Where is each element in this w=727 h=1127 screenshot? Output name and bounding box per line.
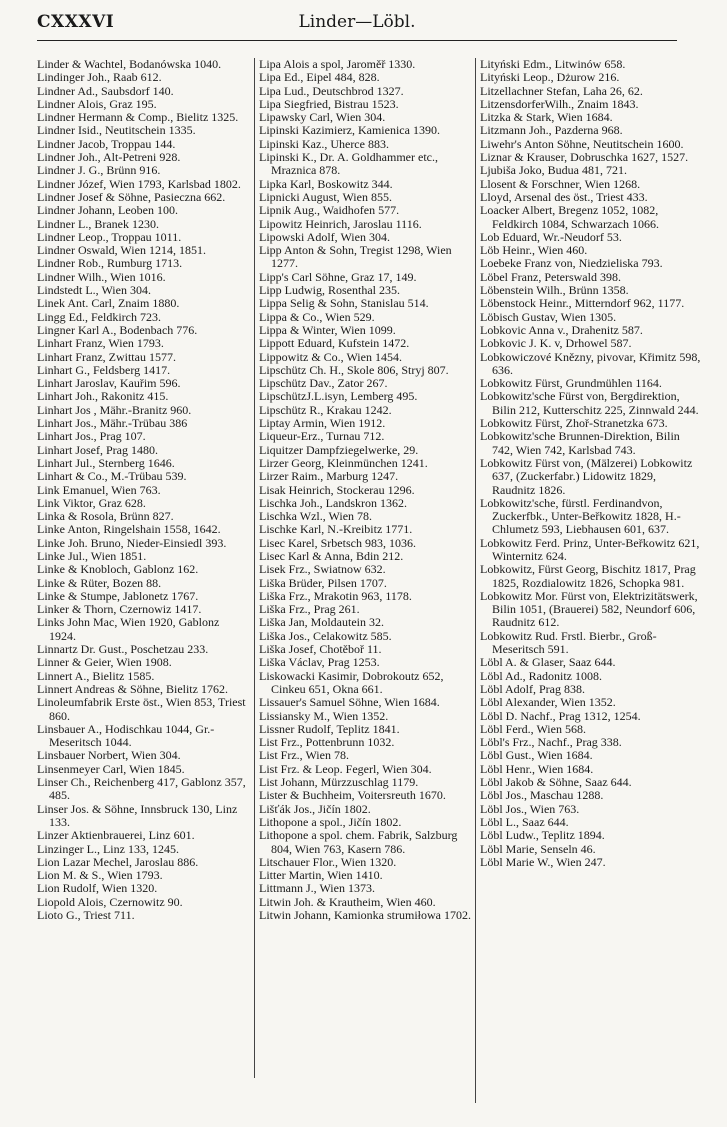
directory-entry: Lithopone a spol., Jičín 1802. (259, 814, 402, 829)
directory-entry: Liška Jos., Celakowitz 585. (259, 628, 392, 643)
directory-entry: Lister & Buchheim, Voitersreuth 1670. (259, 788, 446, 803)
directory-entry: Lissiansky M., Wien 1352. (259, 708, 389, 723)
directory-entry: List Frz., Wien 78. (259, 748, 349, 763)
directory-entry: Litzmann Joh., Pazderna 968. (480, 123, 623, 138)
directory-entry: Linhart G., Feldsberg 1417. (37, 362, 171, 377)
directory-entry: Lirzer Raim., Marburg 1247. (259, 469, 399, 484)
directory-entry: Löbl L., Saaz 644. (480, 814, 569, 829)
directory-entry: Lobkowiczové Knězny, pivovar, Křimitz 598, 636. (480, 349, 701, 377)
directory-entry: Löbenstock Heinr., Mitterndorf 962, 1177. (480, 296, 685, 311)
directory-entry: Lindner Wilh., Wien 1016. (37, 269, 166, 284)
directory-entry: Liskowacki Kasimir, Dobrokoutz 652, Cinkeu 651, Okna 661. (259, 668, 444, 696)
directory-entry: Löbl Ferd., Wien 568. (480, 721, 586, 736)
directory-entry: Löbl Ludw., Teplitz 1894. (480, 828, 605, 843)
directory-entry: Linoleumfabrik Erste öst., Wien 853, Triest 860. (37, 695, 246, 723)
directory-entry: Lindner Joh., Alt-Petreni 928. (37, 150, 181, 165)
directory-entry: Linke & Knobloch, Gablonz 162. (37, 562, 199, 577)
directory-entry: Lindner Józef, Wien 1793, Karlsbad 1802. (37, 176, 241, 191)
directory-entry: Litwin Joh. & Krautheim, Wien 460. (259, 894, 436, 909)
directory-entry: Lischka Wzl., Wien 78. (259, 509, 373, 524)
directory-entry: Littmann J., Wien 1373. (259, 881, 375, 896)
directory-entry: Lippa Selig & Sohn, Stanislau 514. (259, 296, 429, 311)
directory-entry: Linke Joh. Bruno, Nieder-Einsiedl 393. (37, 535, 227, 550)
directory-entry: Litter Martin, Wien 1410. (259, 868, 383, 883)
directory-entry: Linhart Jos., Prag 107. (37, 429, 146, 444)
directory-entry: Linhart Jos , Mähr.-Branitz 960. (37, 402, 192, 417)
directory-entry: Lipp Anton & Sohn, Tregist 1298, Wien 1277. (259, 243, 452, 271)
directory-entry: Linsenmeyer Carl, Wien 1845. (37, 761, 185, 776)
column-right (480, 58, 702, 869)
directory-entry: Lobkowitz'sche Fürst von, Bergdirektion, Bilin 212, Kutterschitz 225, Zinnwald 244. (480, 389, 699, 417)
directory-entry: Liopold Alois, Czernowitz 90. (37, 894, 183, 909)
directory-entry: Löbl D. Nachf., Prag 1312, 1254. (480, 708, 641, 723)
directory-entry: Lisek Frz., Swiatnow 632. (259, 562, 386, 577)
directory-entry: Lloyd, Arsenal des öst., Triest 433. (480, 189, 648, 204)
directory-entry: Lisec Karel, Srbetsch 983, 1036. (259, 535, 416, 550)
directory-entry: Lipnik Aug., Waidhofen 577. (259, 203, 400, 218)
directory-entry: Linhart Jul., Sternberg 1646. (37, 455, 175, 470)
column-left (37, 58, 249, 922)
directory-entry: Linser Jos. & Söhne, Innsbruck 130, Linz 133. (37, 801, 238, 829)
column-rule (475, 58, 476, 1103)
directory-entry: Lindner Josef & Söhne, Pasieczna 662. (37, 189, 226, 204)
directory-entry: Lipp's Carl Söhne, Graz 17, 149. (259, 269, 417, 284)
directory-entry: Liqueur-Erz., Turnau 712. (259, 429, 385, 444)
directory-entry: Lobkowitz Fürst, Grundmühlen 1164. (480, 376, 662, 391)
directory-entry: Lobkovic J. K. v, Drhowel 587. (480, 336, 632, 351)
directory-entry: LitzensdorferWilh., Znaim 1843. (480, 96, 639, 111)
directory-entry: Lipa Siegfried, Bistrau 1523. (259, 96, 399, 111)
directory-entry: Lobkowitz Ferd. Prinz, Unter-Beřkowitz 621, Winternitz 624. (480, 535, 700, 563)
directory-entry: Linhart Jos., Mähr.-Trübau 386 (37, 416, 188, 431)
directory-entry: List Frz., Pottenbrunn 1032. (259, 735, 395, 750)
page-header (37, 12, 677, 41)
directory-entry: Lindner Isid., Neutitschein 1335. (37, 123, 196, 138)
directory-entry: Löb Heinr., Wien 460. (480, 243, 588, 258)
directory-entry: Löbl Jakob & Söhne, Saaz 644. (480, 775, 632, 790)
directory-entry: Lithopone a spol. chem. Fabrik, Salzburg 804, Wien 763, Kasern 786. (259, 828, 458, 856)
column-rule (254, 58, 255, 1078)
directory-entry: Links John Mac, Wien 1920, Gablonz 1924. (37, 615, 220, 643)
directory-entry: Liptay Armin, Wien 1912. (259, 416, 386, 431)
directory-entry: Linnert Andreas & Söhne, Bielitz 1762. (37, 681, 228, 696)
directory-columns (37, 58, 702, 1108)
directory-entry: Ljubiša Joko, Budua 481, 721. (480, 163, 627, 178)
directory-entry: Lityński Edm., Litwinów 658. (480, 58, 626, 71)
directory-entry: Linka & Rosola, Brünn 827. (37, 509, 174, 524)
directory-entry: Lišťák Jos., Jičín 1802. (259, 801, 371, 816)
directory-entry: Löbl Marie, Senseln 46. (480, 841, 596, 856)
directory-entry: Linke Anton, Ringelshain 1558, 1642. (37, 522, 221, 537)
directory-entry: Lindinger Joh., Raab 612. (37, 70, 162, 85)
directory-entry: Lipschütz R., Krakau 1242. (259, 402, 392, 417)
directory-entry: Lipa Alois a spol, Jaroměř 1330. (259, 58, 416, 71)
directory-entry: Lipinski Kaz., Uherce 883. (259, 136, 389, 151)
directory-entry: Litwin Johann, Kamionka strumiłowa 1702. (259, 908, 471, 922)
page-number: CXXXVI (37, 12, 115, 32)
directory-entry: Liška Jan, Moldautein 32. (259, 615, 384, 630)
directory-entry: Löbl's Frz., Nachf., Prag 338. (480, 735, 622, 750)
directory-entry: Lobkowitz'sche, fürstl. Ferdinandvon, Zuckerfbk., Unter-Beřkowitz 1828, H.-Chlumetz 593, Liebhausen 601, 637. (480, 495, 681, 537)
directory-entry: Löbl Ad., Radonitz 1008. (480, 668, 602, 683)
directory-entry: Linnert A., Bielitz 1585. (37, 668, 155, 683)
directory-entry: Lob Eduard, Wr.-Neudorf 53. (480, 229, 622, 244)
directory-entry: Linker & Thorn, Czernowiz 1417. (37, 602, 202, 617)
directory-entry: Linser Ch., Reichenberg 417, Gablonz 357, 485. (37, 775, 246, 803)
directory-entry: List Johann, Mürzzuschlag 1179. (259, 775, 419, 790)
column-middle (259, 58, 472, 922)
directory-entry: Linhart Franz, Wien 1793. (37, 336, 164, 351)
directory-entry: Löbl Alexander, Wien 1352. (480, 695, 616, 710)
directory-entry: Löbenstein Wilh., Brünn 1358. (480, 283, 629, 298)
directory-entry: Löbl Gust., Wien 1684. (480, 748, 593, 763)
directory-entry: Löbl Adolf, Prag 838. (480, 681, 585, 696)
directory-entry: Lissauer's Samuel Söhne, Wien 1684. (259, 695, 440, 710)
directory-entry: Lion Lazar Mechel, Jaroslau 886. (37, 854, 199, 869)
directory-entry: Lobkowitz, Fürst Georg, Bischitz 1817, Prag 1825, Rozdialowitz 1826, Schopka 981. (480, 562, 696, 590)
directory-entry: Lobkowitz Rud. Frstl. Bierbr., Groß-Meseritsch 591. (480, 628, 657, 657)
directory-entry: Linke & Rüter, Bozen 88. (37, 575, 162, 590)
directory-entry: Lobkowitz'sche Brunnen-Direktion, Bilin 742, Wien 742, Karlsbad 743. (480, 429, 680, 457)
directory-entry: Linhart Jaroslav, Kauřim 596. (37, 376, 181, 391)
directory-entry: Lindner L., Branek 1230. (37, 216, 159, 231)
directory-entry: Linhart Joh., Rakonitz 415. (37, 389, 169, 404)
directory-entry: Lippowitz & Co., Wien 1454. (259, 349, 402, 364)
directory-entry: Lipowski Adolf, Wien 304. (259, 229, 390, 244)
directory-entry: Liwehr's Anton Söhne, Neutitschein 1600. (480, 136, 684, 151)
directory-entry: Lindner Johann, Leoben 100. (37, 203, 178, 218)
directory-entry: Lipschütz Ch. H., Skole 806, Stryj 807. (259, 362, 449, 377)
directory-entry: Lion Rudolf, Wien 1320. (37, 881, 158, 896)
directory-entry: Löbl Jos., Wien 763. (480, 801, 580, 816)
running-head: Linder—Löbl. (298, 12, 416, 32)
directory-entry: Lipp Ludwig, Rosenthal 235. (259, 283, 400, 298)
directory-entry: Linnartz Dr. Gust., Poschetzau 233. (37, 642, 209, 657)
directory-entry: Linhart Josef, Prag 1480. (37, 442, 158, 457)
directory-entry: Litzka & Stark, Wien 1684. (480, 110, 613, 125)
directory-entry: Lipinski Kazimierz, Kamienica 1390. (259, 123, 440, 138)
directory-entry: Linsbauer Norbert, Wien 304. (37, 748, 181, 763)
directory-entry: Lobkowitz Fürst, Zhoř-Stranetzka 673. (480, 416, 668, 431)
directory-entry: Lobkowitz Fürst von, (Mälzerei) Lobkowitz 637, (Zuckerfabr.) Lidowitz 1829, Raudnitz 1826. (480, 455, 693, 497)
directory-entry: Litzellachner Stefan, Laha 26, 62. (480, 83, 643, 98)
directory-entry: Löbl Henr., Wien 1684. (480, 761, 594, 776)
directory-entry: Löbl Jos., Maschau 1288. (480, 788, 604, 803)
directory-entry: Lobkowitz Mor. Fürst von, Elektrizitätswerk, Bilin 1051, (Brauerei) 582, Neundorf 606, Raudnitz 612. (480, 588, 698, 630)
directory-entry: Loebeke Franz von, Niedzieliska 793. (480, 256, 663, 271)
directory-entry: Lindner J. G., Brünn 916. (37, 163, 161, 178)
directory-entry: Liška Frz., Prag 261. (259, 602, 360, 617)
directory-entry: Lipka Karl, Boskowitz 344. (259, 176, 393, 191)
directory-entry: Lippott Eduard, Kufstein 1472. (259, 336, 410, 351)
directory-entry: Liška Brüder, Pilsen 1707. (259, 575, 387, 590)
directory-entry: Linke Jul., Wien 1851. (37, 548, 147, 563)
directory-entry: Link Emanuel, Wien 763. (37, 482, 161, 497)
directory-entry: Lioto G., Triest 711. (37, 908, 135, 922)
directory-entry: Lippa & Winter, Wien 1099. (259, 322, 396, 337)
directory-entry: Lipnicki August, Wien 855. (259, 189, 392, 204)
directory-entry: Lindner Hermann & Comp., Bielitz 1325. (37, 110, 239, 125)
directory-entry: Lipa Lud., Deutschbrod 1327. (259, 83, 404, 98)
directory-entry: Linhart & Co., M.-Trübau 539. (37, 469, 187, 484)
directory-entry: Lindner Jacob, Troppau 144. (37, 136, 176, 151)
directory-entry: Löbisch Gustav, Wien 1305. (480, 309, 617, 324)
directory-entry: Linek Ant. Carl, Znaim 1880. (37, 296, 180, 311)
directory-entry: Loacker Albert, Bregenz 1052, 1082, Feldkirch 1084, Schwarzach 1066. (480, 203, 659, 231)
directory-entry: Lischka Joh., Landskron 1362. (259, 495, 407, 510)
directory-entry: Liquitzer Dampfziegelwerke, 29. (259, 442, 419, 457)
directory-entry: Link Viktor, Graz 628. (37, 495, 146, 510)
directory-entry: Linhart Franz, Zwittau 1577. (37, 349, 176, 364)
directory-entry: Linzer Aktienbrauerei, Linz 601. (37, 828, 195, 843)
directory-entry: Lissner Rudolf, Teplitz 1841. (259, 721, 400, 736)
directory-entry: Lion M. & S., Wien 1793. (37, 868, 163, 883)
directory-entry: LipschützJ.L.isyn, Lemberg 495. (259, 389, 418, 404)
directory-entry: Lippa & Co., Wien 529. (259, 309, 375, 324)
directory-entry: Lipa Ed., Eipel 484, 828. (259, 70, 380, 85)
directory-entry: Linzinger L., Linz 133, 1245. (37, 841, 179, 856)
directory-entry: Lindner Leop., Troppau 1011. (37, 229, 182, 244)
directory-entry: Lingner Karl A., Bodenbach 776. (37, 322, 198, 337)
directory-entry: Lipowitz Heinrich, Jaroslau 1116. (259, 216, 422, 231)
directory-entry: Lindner Oswald, Wien 1214, 1851. (37, 243, 206, 258)
directory-entry: Linner & Geier, Wien 1908. (37, 655, 172, 670)
directory-entry: Liška Václav, Prag 1253. (259, 655, 380, 670)
directory-entry: Linsbauer A., Hodischkau 1044, Gr.-Meseritsch 1044. (37, 721, 215, 750)
directory-entry: Lindner Rob., Rumburg 1713. (37, 256, 183, 271)
directory-entry: Liška Josef, Chotěboř 11. (259, 642, 382, 657)
directory-entry: Lisec Karl & Anna, Bdin 212. (259, 548, 404, 563)
directory-entry: Linder & Wachtel, Bodanówska 1040. (37, 58, 222, 71)
directory-entry: Lindstedt L., Wien 304. (37, 283, 151, 298)
directory-entry: Linke & Stumpe, Jablonetz 1767. (37, 588, 199, 603)
directory-entry: List Frz. & Leop. Fegerl, Wien 304. (259, 761, 432, 776)
directory-entry: Liznar & Krauser, Dobruschka 1627, 1527. (480, 150, 689, 165)
directory-entry: Löbl A. & Glaser, Saaz 644. (480, 655, 616, 670)
directory-entry: Lipschütz Dav., Zator 267. (259, 376, 388, 391)
directory-entry: Liška Frz., Mrakotin 963, 1178. (259, 588, 412, 603)
directory-entry: Löbel Franz, Peterswald 398. (480, 269, 621, 284)
directory-entry: Lindner Ad., Saubsdorf 140. (37, 83, 174, 98)
directory-entry: Lipinski K., Dr. A. Goldhammer etc., Mraznica 878. (259, 150, 438, 178)
directory-entry: Löbl Marie W., Wien 247. (480, 854, 606, 869)
directory-entry: Lindner Alois, Graz 195. (37, 96, 157, 111)
directory-entry: Lisak Heinrich, Stockerau 1296. (259, 482, 415, 497)
directory-entry: Lipawsky Carl, Wien 304. (259, 110, 386, 125)
directory-entry: Litschauer Flor., Wien 1320. (259, 854, 397, 869)
directory-entry: Lirzer Georg, Kleinmünchen 1241. (259, 455, 428, 470)
directory-entry: Lobkovic Anna v., Drahenitz 587. (480, 322, 643, 337)
directory-entry: Lityński Leop., Dżurow 216. (480, 70, 620, 85)
directory-entry: Lingg Ed., Feldkirch 723. (37, 309, 161, 324)
directory-entry: Llosent & Forschner, Wien 1268. (480, 176, 641, 191)
directory-entry: Lischke Karl, N.-Kreibitz 1771. (259, 522, 413, 537)
